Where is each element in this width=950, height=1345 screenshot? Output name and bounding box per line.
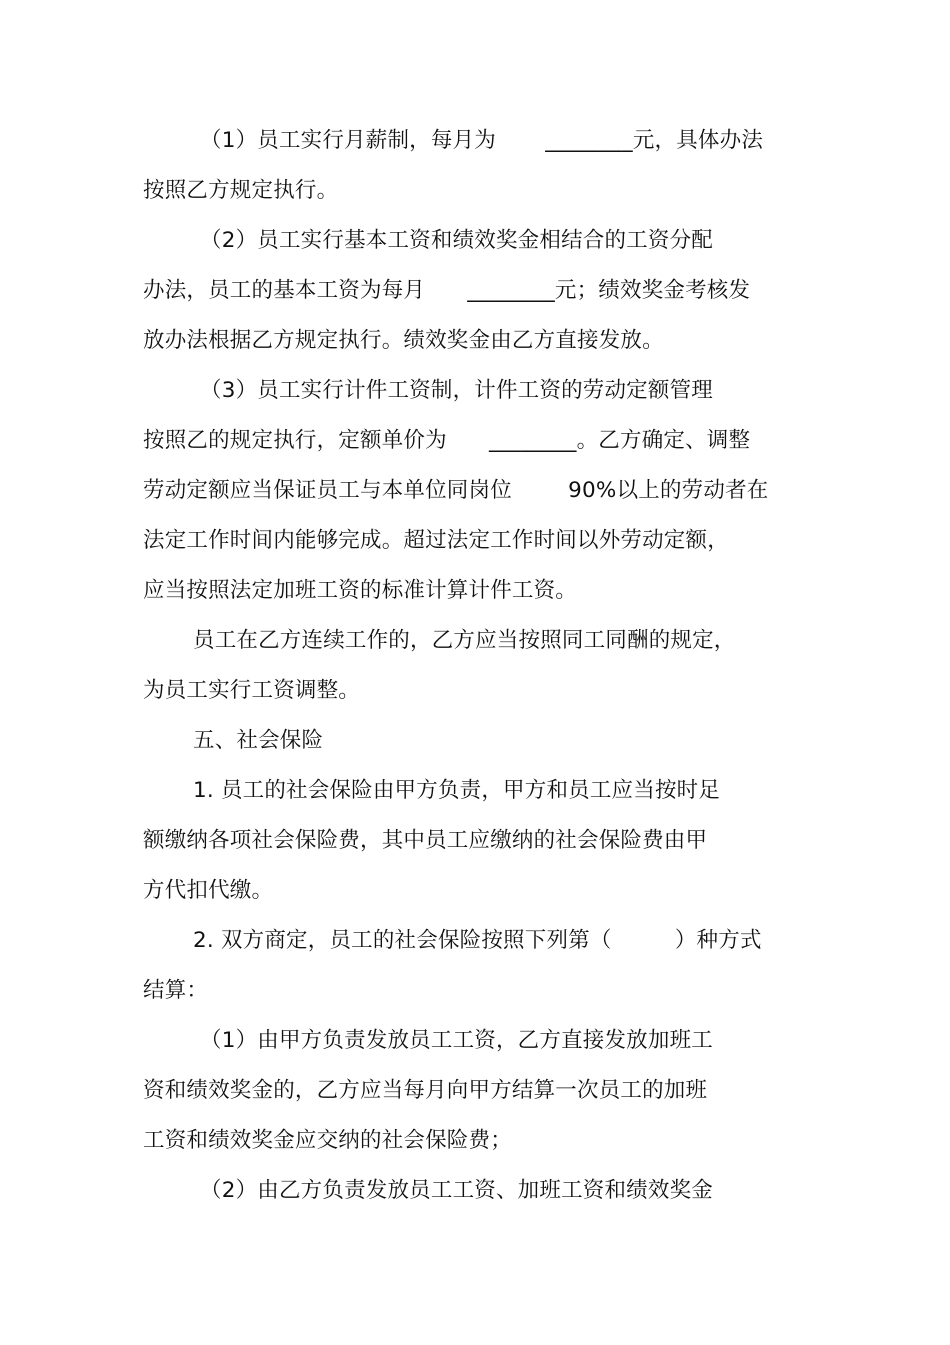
- text-line: 资和绩效奖金的，乙方应当每月向甲方结算一次员工的加班: [143, 1078, 708, 1103]
- text-line: 方代扣代缴。: [143, 878, 274, 903]
- text-line: 1. 员工的社会保险由甲方负责，甲方和员工应当按时足: [193, 778, 721, 803]
- text-line: 应当按照法定加班工资的标准计算计件工资。: [143, 578, 578, 603]
- text-line: 为员工实行工资调整。: [143, 678, 361, 703]
- text-line: （1）由甲方负责发放员工工资，乙方直接发放加班工: [200, 1028, 713, 1053]
- text-line: 结算：: [143, 978, 209, 1003]
- text-line: 按照乙方规定执行。: [143, 178, 339, 203]
- text-line: 工资和绩效奖金应交纳的社会保险费；: [143, 1128, 512, 1153]
- text-line: （1）员工实行月薪制，每月为 ________元，具体办法: [200, 128, 764, 153]
- text-line: 放办法根据乙方规定执行。绩效奖金由乙方直接发放。: [143, 328, 664, 353]
- text-line: （2）由乙方负责发放员工工资、加班工资和绩效奖金: [200, 1178, 713, 1203]
- text-line: 法定工作时间内能够完成。超过法定工作时间以外劳动定额，: [143, 528, 729, 553]
- text-line: 按照乙的规定执行，定额单价为 ________。乙方确定、调整: [143, 428, 751, 453]
- text-line: 额缴纳各项社会保险费，其中员工应缴纳的社会保险费由甲: [143, 828, 708, 853]
- text-line: 员工在乙方连续工作的，乙方应当按照同工同酬的规定，: [193, 628, 736, 653]
- text-line: 劳动定额应当保证员工与本单位同岗位 90%以上的劳动者在: [143, 478, 769, 503]
- text-line: 2. 双方商定，员工的社会保险按照下列第（ ）种方式: [193, 928, 762, 953]
- text-line: （2）员工实行基本工资和绩效奖金相结合的工资分配: [200, 228, 713, 253]
- section-heading: 五、社会保险: [193, 728, 324, 753]
- text-line: 办法，员工的基本工资为每月 ________元；绩效奖金考核发: [143, 278, 751, 303]
- text-line: （3）员工实行计件工资制，计件工资的劳动定额管理: [200, 378, 713, 403]
